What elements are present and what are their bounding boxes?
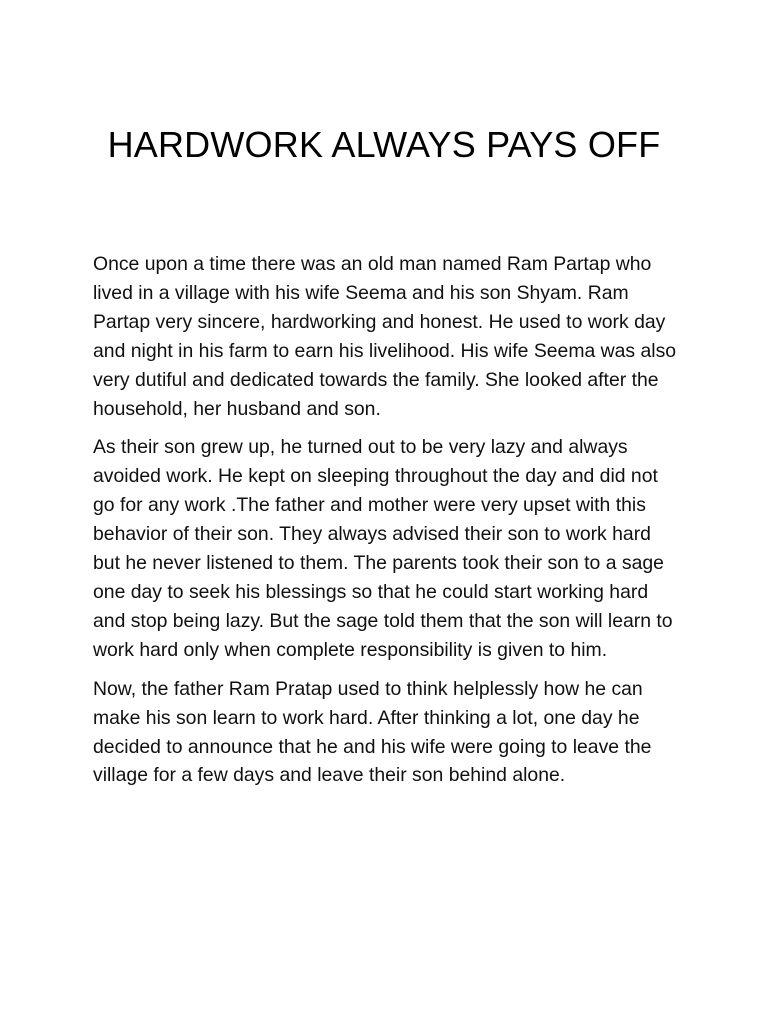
paragraph-3: Now, the father Ram Pratap used to think helplessly how he can make his son learn to work hard. After thinking a lot, one day he decided to announce that he and his wife were going to leave the village for a few days and leave their son behind alone. (93, 677, 652, 787)
paragraph-1: Once upon a time there was an old man named Ram Partap who lived in a village with his wife Seema and his son Shyam. Ram Partap very sincere, hardworking and honest. He used to work day and night in his farm to earn his livelihood. His wife Seema was also very dutiful and dedicated towards the family. She looked after the household, her husband and son. (93, 253, 677, 420)
paragraph-2: As their son grew up, he turned out to be very lazy and always avoided work. He kept on sleeping throughout the day and did not go for any work .The father and mother were very upset with this behavior of their son. They always advised their son to work hard but he never listened to them. The parents took their son to a sage one day to seek his blessings so that he could start working hard and stop being lazy. But the sage told them that the son will learn to work hard only when complete responsibility is given to him. (93, 436, 673, 661)
document-body (93, 250, 683, 800)
document-title: HARDWORK ALWAYS PAYS OFF (107, 124, 661, 165)
